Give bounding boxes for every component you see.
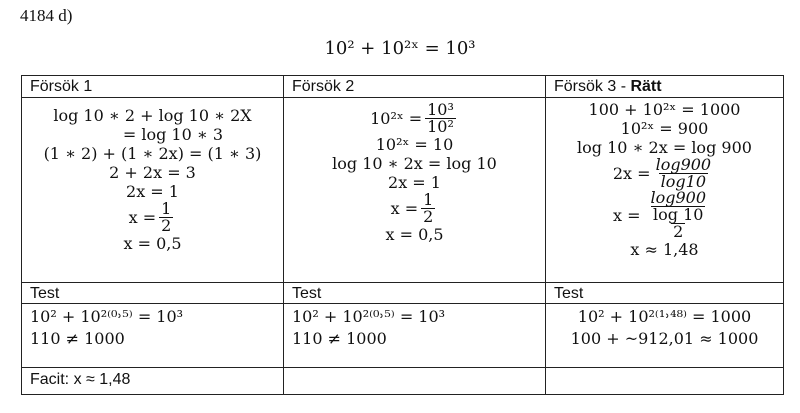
attempt-1-line-4: 2 + 2x = 3	[109, 163, 196, 182]
attempt-1-line-1: log 10 ∗ 2 + log 10 ∗ 2X	[53, 106, 252, 125]
attempt-2-line-2: 10²ˣ = 10	[375, 135, 454, 154]
attempt-2-line-4: 2x = 1	[388, 173, 441, 192]
inner-fraction	[648, 190, 708, 223]
attempt-2-line-1	[370, 102, 459, 135]
test-row	[22, 304, 784, 368]
test-label-3	[546, 283, 784, 304]
test-3	[546, 304, 784, 368]
header-attempt-3-prefix: Försök 3 -	[554, 78, 631, 95]
compound-fraction	[643, 190, 713, 240]
facit-empty-3	[546, 368, 784, 395]
attempt-1-line-6-lhs: x =	[128, 208, 157, 227]
fraction-numerator: 1	[161, 199, 172, 218]
attempt-1-line-6	[129, 201, 177, 234]
attempt-3-work	[546, 98, 784, 283]
facit-cell	[22, 368, 284, 395]
test-1	[22, 304, 284, 368]
fraction-numerator: log900	[655, 155, 712, 174]
test-1-line-2: 110 ≠ 1000	[30, 329, 125, 348]
facit-row	[22, 368, 784, 395]
fraction-numerator: 10³	[427, 100, 454, 119]
attempt-2-line-1-lhs: 10²ˣ =	[370, 109, 423, 128]
attempt-2-line-3: log 10 ∗ 2x = log 10	[332, 154, 497, 173]
compound-fraction-denominator: 2	[673, 222, 684, 241]
attempt-1-line-5: 2x = 1	[126, 182, 179, 201]
attempt-3-line-5-lhs: x =	[612, 205, 641, 225]
attempt-2-work	[284, 98, 546, 283]
work-row	[22, 98, 784, 283]
header-row	[22, 76, 784, 98]
attempts-table	[21, 75, 784, 395]
test-3-line-2: 100 + ~912,01 ≈ 1000	[570, 329, 759, 348]
fraction-denominator: log10	[660, 172, 707, 191]
attempt-3-line-1: 100 + 10²ˣ = 1000	[588, 100, 741, 119]
header-attempt-3-correct: Rätt	[630, 78, 662, 95]
fraction-numerator: 1	[423, 190, 434, 209]
attempt-2-line-6: x = 0,5	[385, 225, 444, 244]
fraction	[425, 102, 456, 135]
test-label: Test	[554, 285, 584, 302]
attempt-3-line-5	[613, 190, 716, 240]
fraction	[654, 157, 714, 190]
test-label-1	[22, 283, 284, 304]
test-label: Test	[30, 285, 60, 302]
inner-fraction-numerator: log900	[650, 188, 707, 207]
test-2-line-1: 10² + 10²⁽⁰˒⁵⁾ = 10³	[292, 307, 446, 326]
fraction-denominator: 2	[161, 216, 172, 235]
header-attempt-1-label: Försök 1	[30, 78, 93, 95]
attempt-1-work	[22, 98, 284, 283]
test-label-2	[284, 283, 546, 304]
fraction-denominator: 10²	[427, 117, 454, 136]
header-attempt-2-label: Försök 2	[292, 78, 355, 95]
header-attempt-3-label	[546, 76, 783, 96]
fraction	[159, 201, 173, 234]
header-attempt-2	[284, 76, 546, 98]
test-label: Test	[292, 285, 322, 302]
attempt-3-line-2: 10²ˣ = 900	[620, 119, 709, 138]
test-3-line-1: 10² + 10²⁽¹˒⁴⁸⁾ = 1000	[577, 307, 752, 326]
document-title: 4184 d)	[20, 6, 73, 25]
test-2	[284, 304, 546, 368]
facit-empty-2	[284, 368, 546, 395]
main-equation: 10² + 10²ˣ = 10³	[324, 38, 476, 59]
attempt-2-line-5-lhs: x =	[390, 199, 419, 218]
attempt-3-line-6: x ≈ 1,48	[630, 240, 699, 259]
attempt-1-line-7: x = 0,5	[123, 234, 182, 253]
attempt-3-line-4-lhs: 2x =	[612, 164, 651, 183]
header-attempt-1	[22, 76, 284, 98]
inner-fraction-denominator: log 10	[653, 205, 704, 224]
fraction-denominator: 2	[423, 207, 434, 226]
attempt-1-line-3: (1 ∗ 2) + (1 ∗ 2x) = (1 ∗ 3)	[43, 144, 262, 163]
attempt-3-line-4	[613, 157, 716, 190]
test-1-line-1: 10² + 10²⁽⁰˒⁵⁾ = 10³	[30, 307, 184, 326]
test-header-row	[22, 283, 784, 304]
header-attempt-3	[546, 76, 784, 98]
test-2-line-2: 110 ≠ 1000	[292, 329, 387, 348]
attempt-3-line-3: log 10 ∗ 2x = log 900	[577, 138, 752, 157]
attempt-2-line-5	[391, 192, 439, 225]
facit-text: Facit: x ≈ 1,48	[30, 371, 131, 388]
attempt-1-line-2: = log 10 ∗ 3	[122, 125, 223, 144]
fraction	[421, 192, 435, 225]
